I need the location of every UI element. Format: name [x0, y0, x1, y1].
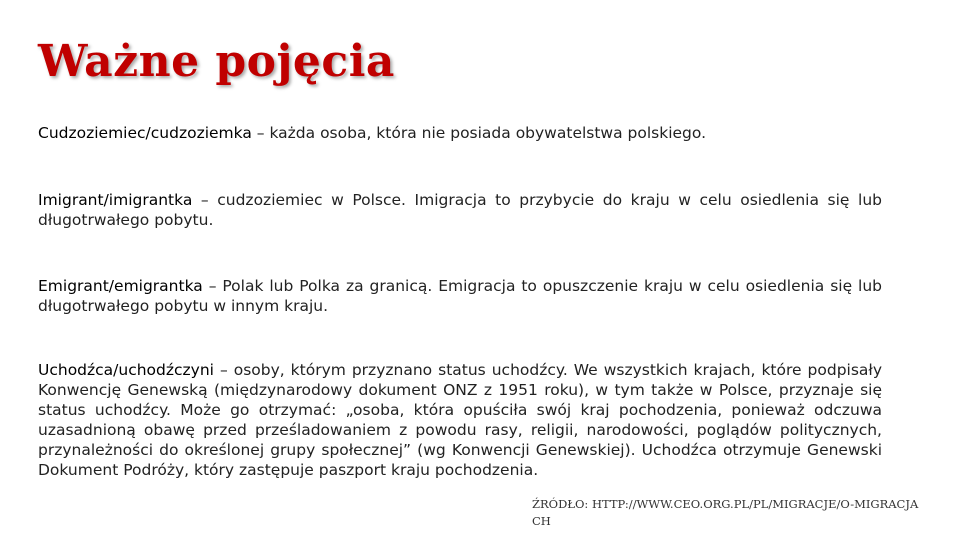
definition-text: – każda osoba, która nie posiada obywatelstwa polskiego.	[251, 124, 707, 142]
definition-term: Emigrant/emigrantka	[38, 277, 203, 295]
definition-text: – Polak lub Polka za granicą. Emigracja to opuszczenie kraju w celu osiedlenia się lub długotrwałego pobytu w innym kraju.	[38, 277, 882, 315]
definition-emigrant	[38, 276, 882, 316]
slide-title: Ważne pojęcia	[38, 36, 395, 87]
definition-term: Uchodźca/uchodźczyni	[38, 361, 214, 379]
definition-imigrant	[38, 190, 882, 230]
definition-term: Imigrant/imigrantka	[38, 191, 193, 209]
definition-term: Cudzoziemiec/cudzoziemka	[38, 124, 252, 142]
definition-text: – cudzoziemiec w Polsce. Imigracja to przybycie do kraju w celu osiedlenia się lub długotrwałego pobytu.	[38, 191, 882, 229]
definition-uchodzca	[38, 360, 882, 480]
definition-cudzoziemiec	[38, 123, 882, 143]
source-citation: ŹRÓDŁO: HTTP://WWW.CEO.ORG.PL/PL/MIGRACJE/O-MIGRACJACH	[532, 497, 919, 528]
definition-text: – osoby, którym przyznano status uchodźcy. We wszystkich krajach, które podpisały Konwencję Genewską (międzynarodowy dokument ONZ z 1951 roku), w tym także w Polsce, przyznaje się status uchodźcy. Może go otrzymać: „osoba, która opuściła swój kraj pochodzenia, ponieważ odczuwa uzasadnioną obawę przed prześladowaniem z powodu rasy, religii, narodowości, poglądów politycznych, przynależności do określonej grupy społecznej” (wg Konwencji Genewskiej). Uchodźca otrzymuje Genewski Dokument Podróży, który zastępuje paszport kraju pochodzenia.	[38, 361, 882, 479]
